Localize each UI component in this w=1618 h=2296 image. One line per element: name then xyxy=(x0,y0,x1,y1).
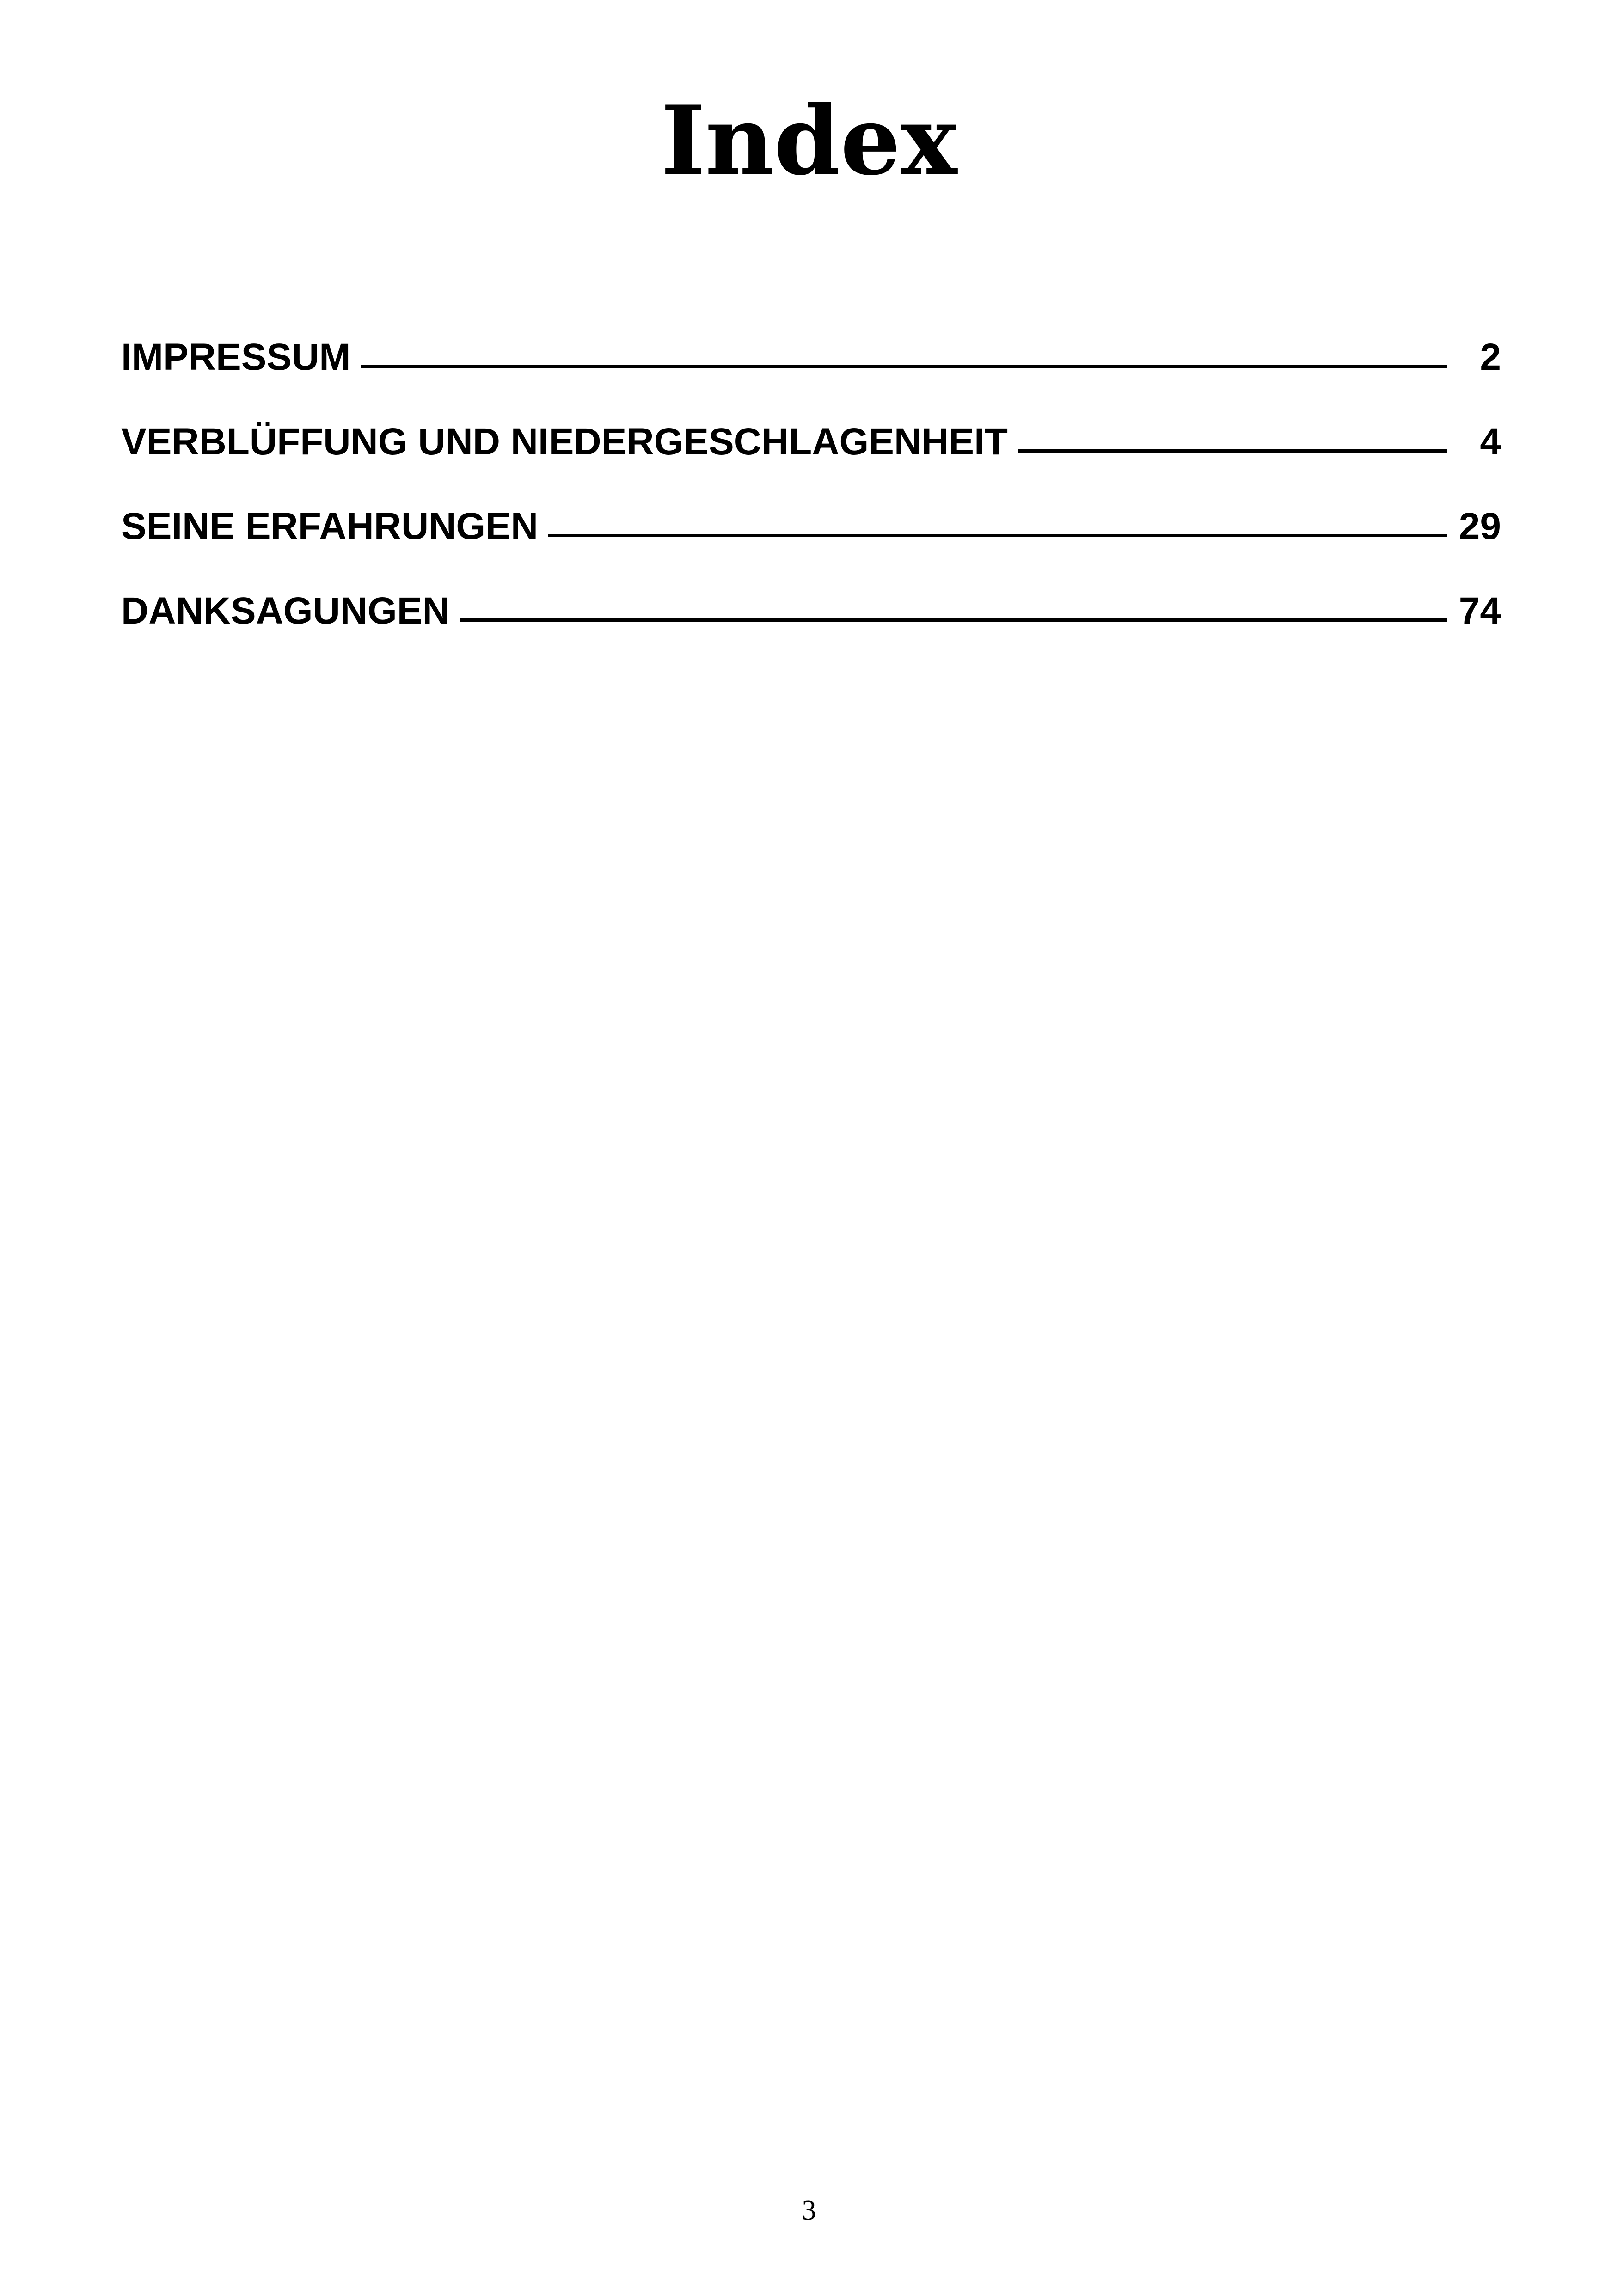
toc-leader-line xyxy=(361,365,1447,368)
table-of-contents xyxy=(121,332,1501,670)
toc-entry-label: DANKSAGUNGEN xyxy=(121,590,450,632)
toc-entry-label: SEINE ERFAHRUNGEN xyxy=(121,505,539,547)
toc-leader-line xyxy=(548,534,1447,537)
toc-entry-page: 2 xyxy=(1480,336,1501,378)
toc-leader-line xyxy=(460,618,1447,622)
toc-entry-page: 29 xyxy=(1459,505,1501,547)
page-number: 3 xyxy=(802,2195,816,2226)
toc-entry-page: 4 xyxy=(1480,421,1501,463)
toc-entry-impressum[interactable] xyxy=(121,332,1501,416)
toc-entry-page: 74 xyxy=(1459,590,1501,632)
page-title: Index xyxy=(661,86,957,196)
toc-entry-verblueffung[interactable] xyxy=(121,416,1501,501)
toc-entry-seine-erfahrungen[interactable] xyxy=(121,501,1501,586)
toc-entry-label: VERBLÜFFUNG UND NIEDERGESCHLAGENHEIT xyxy=(121,421,1008,463)
toc-entry-label: IMPRESSUM xyxy=(121,336,351,378)
toc-leader-line xyxy=(1018,449,1447,453)
toc-entry-danksagungen[interactable] xyxy=(121,586,1501,670)
